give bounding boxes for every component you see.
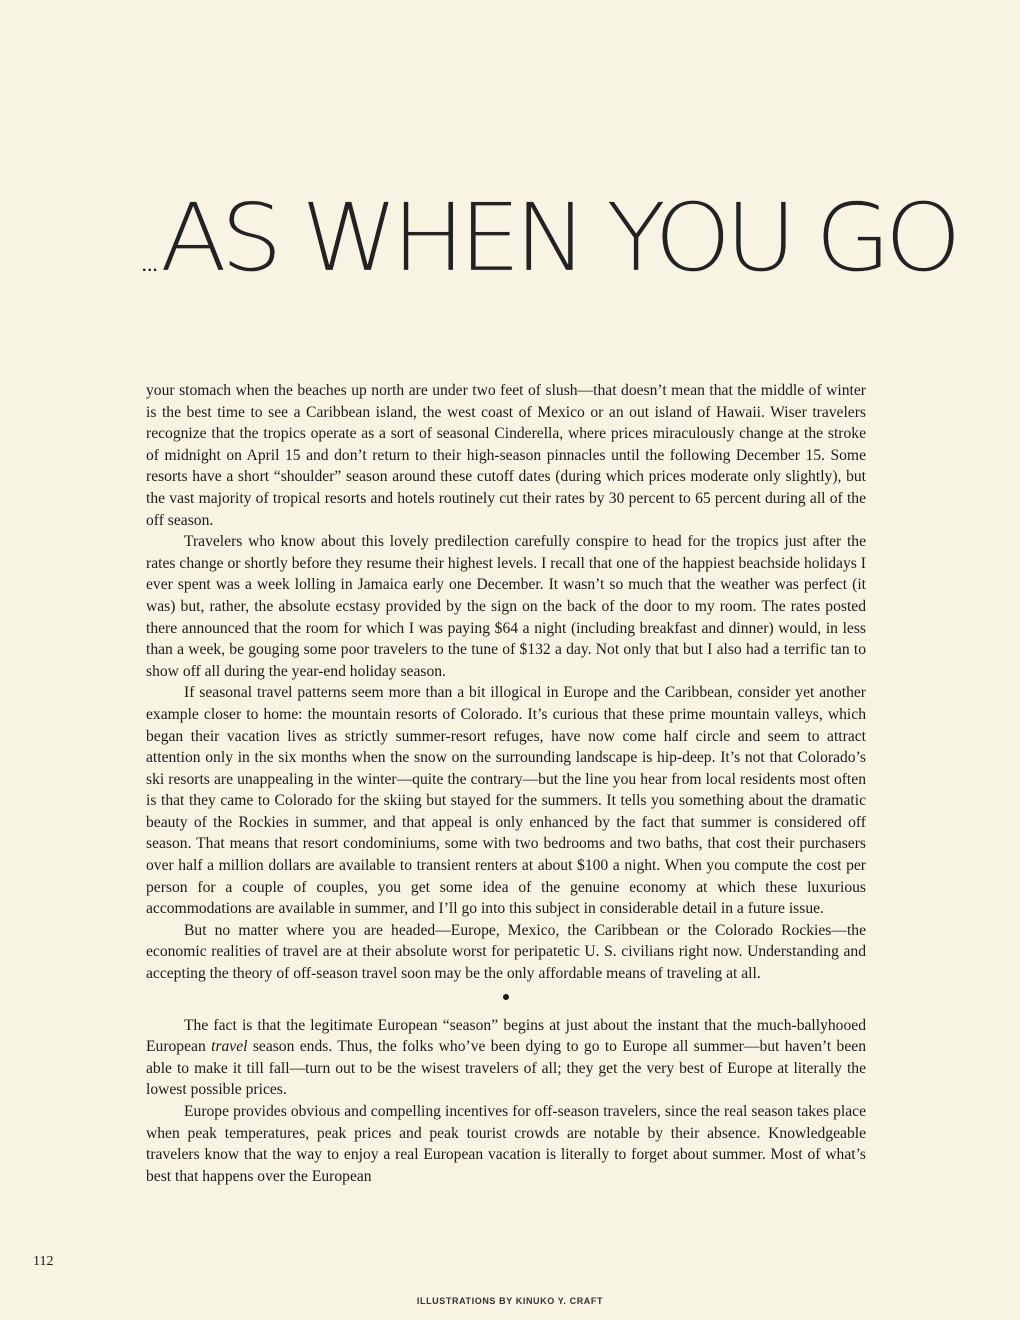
paragraph: But no matter where you are headed—Europe, Mexico, the Caribbean or the Colorado Rockies—the economic realities of travel are at their absolute worst for peripatetic U. S. civilians right now. Understanding and accepting the theory of off-season travel soon may be the only affordable means of traveling at all.	[146, 921, 866, 983]
title-text	[160, 184, 956, 293]
article-body	[146, 380, 866, 1187]
illustration-credit: ILLUSTRATIONS BY KINUKO Y. CRAFT	[416, 1296, 604, 1306]
paragraph-text: season ends. Thus, the folks who’ve been dying to go to Europe all summer—but haven’t been able to make it till fall—turn out to be the wisest travelers of all; they get the very best of Europe at literally the lowest possible prices.	[146, 1038, 866, 1099]
paragraph: Europe provides obvious and compelling incentives for off-season travelers, since the real season takes place when peak temperatures, peak prices and peak tourist crowds are notable by their absence. Knowledgeable travelers know that the way to enjoy a real European vacation is literally to forget about summer. Most of what’s best that happens over the European	[146, 1103, 866, 1185]
article-title	[142, 184, 956, 293]
paragraph	[146, 1015, 866, 1101]
title-suffix: YOU GO	[581, 184, 956, 293]
section-separator-dot	[146, 985, 866, 1011]
title-prefix: AS	[160, 184, 302, 293]
italic-word: travel	[211, 1038, 248, 1056]
paragraph: If seasonal travel patterns seem more than a bit illogical in Europe and the Caribbean, consider yet another example closer to home: the mountain resorts of Colorado. It’s curious that these prime mountain valleys, which began their vacation lives as strictly summer-resort refuges, have now come half circle and seem to attract attention only in the six months when the snow on the surrounding landscape is hip-deep. It’s not that Colorado’s ski resorts are unappealing in the winter—quite the contrary—but the line you hear from local residents most often is that they came to Colorado for the skiing but stayed for the summers. It tells you something about the dramatic beauty of the Rockies in summer, and that appeal is only enhanced by the fact that summer is considered off season. That means that resort condominiums, some with two bedrooms and two baths, that cost their purchasers over half a million dollars are available to transient renters at about $100 a night. When you compute the cost per person for a couple of couples, you get some idea of the genuine economy at which these luxurious accommodations are available in summer, and I’ll go into this subject in considerable detail in a future issue.	[146, 684, 866, 918]
title-underlined-word: WHEN	[301, 184, 582, 293]
page-number: 112	[33, 1254, 54, 1269]
paragraph: your stomach when the beaches up north are under two feet of slush—that doesn’t mean that the middle of winter is the best time to see a Caribbean island, the west coast of Mexico or an out island of Hawaii. Wiser travelers recognize that the tropics operate as a sort of seasonal Cinderella, where prices miraculously change at the stroke of midnight on April 15 and don’t return to their high-season pinnacles until the following December 15. Some resorts have a short “shoulder” season around these cutoff dates (during which prices moderate only slightly), but the vast majority of tropical resorts and hotels routinely cut their rates by 30 percent to 65 percent during all of the off season.	[146, 382, 866, 529]
paragraph-text: The fact is that the legitimate European “season” begins at just about the instant that the much-ballyhooed European	[146, 1016, 866, 1056]
paragraph: Travelers who know about this lovely predilection carefully conspire to head for the tropics just after the rates change or shortly before they resume their highest levels. I recall that one of the happiest beachside holidays I ever spent was a week lolling in Jamaica early one December. It wasn’t so much that the weather was perfect (it was) but, rather, the absolute ecstasy provided by the sign on the back of the door to my room. The rates posted there announced that the room for which I was paying $64 a night (including breakfast and dinner) would, in less than a week, be gouging some poor travelers to the tune of $132 a day. Not only that but I also had a terrific tan to show off all during the year-end holiday season.	[146, 533, 866, 680]
title-ellipsis: ...	[142, 258, 159, 275]
